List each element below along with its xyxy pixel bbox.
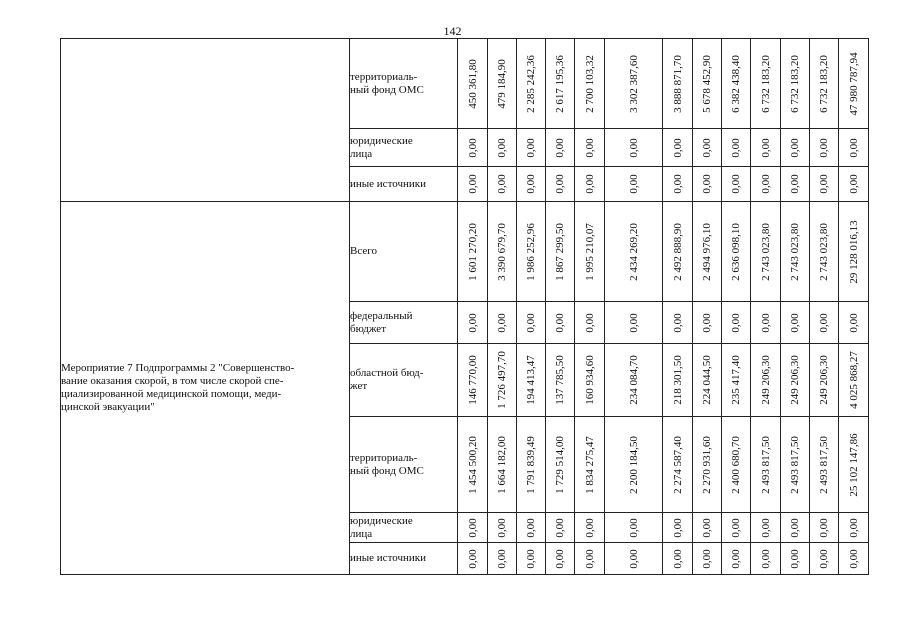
value-text: 1 601 270,20 — [466, 222, 479, 281]
event-name-cell — [61, 39, 350, 202]
value-text: 6 732 183,20 — [759, 54, 772, 113]
value-text: 0,00 — [671, 517, 684, 538]
value-text: 0,00 — [701, 312, 713, 333]
value-text: 0,00 — [554, 174, 566, 194]
value-cell — [546, 417, 575, 513]
value-cell — [517, 302, 546, 344]
value-cell — [781, 344, 810, 417]
value-cell — [458, 202, 488, 302]
value-cell — [458, 543, 488, 575]
funding-source-label: областной бюд- жет — [350, 344, 458, 417]
value-cell — [722, 543, 751, 575]
value-text: 0,00 — [701, 517, 713, 538]
value-text: 249 206,30 — [818, 355, 830, 405]
value-text: 0,00 — [701, 548, 713, 569]
value-text: 1 729 514,00 — [554, 435, 566, 494]
value-text: 234 084,70 — [627, 355, 640, 405]
value-text: 1 986 252,96 — [525, 222, 537, 281]
value-text: 0,00 — [759, 517, 772, 538]
value-cell — [781, 202, 810, 302]
value-cell — [722, 344, 751, 417]
value-text: 0,00 — [466, 517, 479, 538]
value-text: 0,00 — [583, 548, 596, 569]
value-cell — [663, 39, 693, 129]
value-cell — [575, 417, 605, 513]
value-cell — [546, 202, 575, 302]
value-cell — [458, 129, 488, 167]
value-cell — [605, 513, 663, 543]
value-text: 2 492 888,90 — [671, 222, 684, 281]
value-text: 0,00 — [818, 312, 830, 333]
value-text: 2 494 976,10 — [701, 222, 713, 281]
value-text: 2 285 242,36 — [525, 54, 537, 113]
value-cell — [693, 513, 722, 543]
value-cell — [546, 344, 575, 417]
value-cell — [605, 344, 663, 417]
value-text: 0,00 — [583, 517, 596, 538]
value-cell — [663, 302, 693, 344]
value-text: 0,00 — [466, 137, 479, 158]
value-cell — [810, 302, 839, 344]
value-cell — [751, 344, 781, 417]
value-text: 2 493 817,50 — [789, 435, 801, 494]
value-text: 2 270 931,60 — [701, 435, 713, 494]
value-text: 2 700 103,32 — [583, 54, 596, 113]
value-text: 1 995 210,07 — [583, 222, 596, 281]
value-text: 2 493 817,50 — [818, 435, 830, 494]
value-cell — [781, 39, 810, 129]
value-text: 0,00 — [818, 517, 830, 538]
table-row — [61, 202, 869, 302]
value-text: 0,00 — [525, 548, 537, 569]
value-cell — [810, 129, 839, 167]
value-text: 249 206,30 — [759, 355, 772, 405]
value-cell — [839, 167, 869, 202]
value-cell — [810, 543, 839, 575]
page-number: 142 — [443, 24, 462, 38]
value-text: 0,00 — [525, 174, 537, 194]
value-text: 0,00 — [759, 312, 772, 333]
value-cell — [722, 202, 751, 302]
value-cell — [458, 167, 488, 202]
value-cell — [663, 513, 693, 543]
value-text: 3 888 871,70 — [671, 54, 684, 113]
value-cell — [781, 513, 810, 543]
value-cell — [751, 167, 781, 202]
value-cell — [517, 543, 546, 575]
value-cell — [575, 344, 605, 417]
value-cell — [546, 129, 575, 167]
value-text: 0,00 — [818, 174, 830, 194]
value-text: 25 102 147,86 — [847, 432, 860, 497]
value-text: 1 867 299,50 — [554, 222, 566, 281]
value-text: 5 678 452,90 — [701, 54, 713, 113]
value-text: 160 934,60 — [583, 355, 596, 405]
value-cell — [546, 39, 575, 129]
value-cell — [722, 417, 751, 513]
value-text: 0,00 — [730, 548, 742, 569]
value-cell — [488, 513, 517, 543]
value-cell — [693, 543, 722, 575]
value-cell — [546, 167, 575, 202]
funding-source-label: иные источники — [350, 167, 458, 202]
value-cell — [810, 39, 839, 129]
value-cell — [839, 302, 869, 344]
value-text: 0,00 — [466, 312, 479, 333]
value-text: 3 390 679,70 — [496, 222, 508, 281]
value-cell — [458, 344, 488, 417]
funding-source-label: юридические лица — [350, 129, 458, 167]
value-text: 0,00 — [627, 137, 640, 158]
value-cell — [575, 39, 605, 129]
value-text: 2 434 269,20 — [627, 222, 640, 281]
value-cell — [488, 302, 517, 344]
value-text: 2 743 023,80 — [789, 222, 801, 281]
value-text: 0,00 — [583, 174, 596, 194]
value-cell — [575, 302, 605, 344]
funding-source-label: территориаль- ный фонд ОМС — [350, 39, 458, 129]
value-text: 0,00 — [525, 312, 537, 333]
value-cell — [751, 543, 781, 575]
value-text: 0,00 — [847, 312, 860, 333]
value-text: 0,00 — [496, 174, 508, 194]
value-cell — [781, 543, 810, 575]
value-text: 1 791 839,49 — [525, 435, 537, 494]
value-cell — [722, 513, 751, 543]
funding-source-label: территориаль- ный фонд ОМС — [350, 417, 458, 513]
table-row — [61, 39, 869, 129]
value-cell — [605, 167, 663, 202]
value-cell — [751, 129, 781, 167]
value-text: 0,00 — [627, 312, 640, 333]
value-cell — [575, 129, 605, 167]
value-text: 2 200 184,50 — [627, 435, 640, 494]
value-text: 0,00 — [627, 517, 640, 538]
value-cell — [575, 543, 605, 575]
value-cell — [839, 202, 869, 302]
value-text: 1 454 500,20 — [466, 435, 479, 494]
value-text: 6 382 438,40 — [730, 54, 742, 113]
value-cell — [488, 39, 517, 129]
value-cell — [751, 202, 781, 302]
value-text: 0,00 — [496, 517, 508, 538]
value-text: 0,00 — [525, 517, 537, 538]
value-text: 0,00 — [730, 174, 742, 194]
value-text: 0,00 — [701, 174, 713, 194]
value-cell — [605, 202, 663, 302]
value-text: 0,00 — [671, 137, 684, 158]
value-text: 4 025 868,27 — [847, 351, 860, 409]
value-cell — [663, 543, 693, 575]
funding-source-label: иные источники — [350, 543, 458, 575]
value-text: 29 128 016,13 — [847, 219, 860, 284]
value-cell — [488, 543, 517, 575]
value-cell — [575, 167, 605, 202]
value-text: 0,00 — [671, 548, 684, 569]
value-cell — [810, 513, 839, 543]
value-cell — [517, 129, 546, 167]
value-text: 0,00 — [627, 548, 640, 569]
value-cell — [458, 302, 488, 344]
value-text: 0,00 — [466, 174, 479, 194]
value-cell — [839, 129, 869, 167]
value-text: 0,00 — [818, 137, 830, 158]
value-cell — [488, 202, 517, 302]
value-text: 0,00 — [847, 517, 860, 538]
value-text: 0,00 — [789, 517, 801, 538]
value-cell — [546, 513, 575, 543]
value-text: 3 302 387,60 — [627, 54, 640, 113]
value-cell — [546, 302, 575, 344]
value-text: 0,00 — [759, 174, 772, 194]
value-text: 0,00 — [627, 174, 640, 194]
value-cell — [839, 39, 869, 129]
value-cell — [663, 202, 693, 302]
value-cell — [663, 167, 693, 202]
value-cell — [693, 202, 722, 302]
value-cell — [605, 417, 663, 513]
value-cell — [781, 302, 810, 344]
value-cell — [722, 129, 751, 167]
value-cell — [693, 417, 722, 513]
value-text: 0,00 — [730, 517, 742, 538]
value-cell — [605, 129, 663, 167]
value-text: 235 417,40 — [730, 355, 742, 405]
value-text: 2 743 023,80 — [759, 222, 772, 281]
value-cell — [693, 302, 722, 344]
value-text: 218 301,50 — [671, 355, 684, 405]
value-text: 146 770,00 — [466, 355, 479, 405]
value-text: 0,00 — [554, 548, 566, 569]
value-text: 0,00 — [759, 137, 772, 158]
value-cell — [751, 417, 781, 513]
value-cell — [663, 417, 693, 513]
value-cell — [810, 167, 839, 202]
value-cell — [488, 417, 517, 513]
value-cell — [693, 344, 722, 417]
value-cell — [605, 39, 663, 129]
value-cell — [839, 417, 869, 513]
value-text: 0,00 — [583, 312, 596, 333]
value-text: 2 274 587,40 — [671, 435, 684, 494]
value-text: 194 413,47 — [525, 355, 537, 405]
value-text: 0,00 — [847, 548, 860, 569]
value-cell — [517, 167, 546, 202]
value-cell — [458, 417, 488, 513]
event-name-cell: Мероприятие 7 Подпрограммы 2 "Совершенство- вание оказания скорой, в том числе скорой спе- циализированной медицинской помощи, меди- цинской эвакуации" — [61, 202, 350, 575]
value-cell — [810, 202, 839, 302]
value-text: 0,00 — [496, 137, 508, 158]
value-text: 137 785,50 — [554, 355, 566, 405]
value-text: 0,00 — [671, 174, 684, 194]
value-cell — [517, 417, 546, 513]
value-text: 2 617 195,36 — [554, 54, 566, 113]
value-cell — [722, 39, 751, 129]
value-cell — [517, 513, 546, 543]
value-cell — [663, 129, 693, 167]
funding-source-label: федеральный бюджет — [350, 302, 458, 344]
value-text: 0,00 — [554, 312, 566, 333]
value-text: 0,00 — [496, 312, 508, 333]
funding-source-label: юридические лица — [350, 513, 458, 543]
value-cell — [575, 202, 605, 302]
value-text: 0,00 — [759, 548, 772, 569]
value-cell — [781, 167, 810, 202]
value-text: 0,00 — [847, 174, 860, 194]
value-text: 0,00 — [730, 137, 742, 158]
value-cell — [810, 417, 839, 513]
value-cell — [722, 302, 751, 344]
value-text: 0,00 — [554, 137, 566, 158]
value-text: 1 664 182,00 — [496, 435, 508, 494]
value-cell — [488, 129, 517, 167]
value-text: 0,00 — [847, 137, 860, 158]
value-text: 0,00 — [583, 137, 596, 158]
value-cell — [839, 344, 869, 417]
value-cell — [488, 344, 517, 417]
funding-source-label: Всего — [350, 202, 458, 302]
value-text: 249 206,30 — [789, 355, 801, 405]
value-text: 0,00 — [789, 137, 801, 158]
value-cell — [781, 417, 810, 513]
value-text: 0,00 — [789, 548, 801, 569]
value-cell — [751, 302, 781, 344]
value-cell — [693, 129, 722, 167]
value-cell — [517, 202, 546, 302]
value-text: 0,00 — [466, 548, 479, 569]
value-text: 479 184,90 — [496, 58, 508, 109]
value-text: 224 044,50 — [701, 355, 713, 405]
value-cell — [517, 39, 546, 129]
value-text: 450 361,80 — [466, 58, 479, 109]
value-cell — [810, 344, 839, 417]
value-text: 0,00 — [730, 312, 742, 333]
value-text: 47 980 787,94 — [847, 51, 860, 116]
value-cell — [839, 543, 869, 575]
value-cell — [722, 167, 751, 202]
value-text: 0,00 — [671, 312, 684, 333]
value-cell — [488, 167, 517, 202]
value-text: 2 400 680,70 — [730, 435, 742, 494]
value-cell — [546, 543, 575, 575]
value-cell — [781, 129, 810, 167]
value-cell — [605, 543, 663, 575]
value-text: 2 743 023,80 — [818, 222, 830, 281]
value-cell — [458, 39, 488, 129]
value-cell — [693, 39, 722, 129]
value-text: 2 493 817,50 — [759, 435, 772, 494]
value-cell — [839, 513, 869, 543]
value-text: 6 732 183,20 — [818, 54, 830, 113]
value-text: 0,00 — [789, 174, 801, 194]
value-cell — [517, 344, 546, 417]
value-text: 0,00 — [789, 312, 801, 333]
value-text: 1 726 497,70 — [496, 351, 508, 409]
value-cell — [693, 167, 722, 202]
value-cell — [751, 39, 781, 129]
value-text: 2 636 098,10 — [730, 222, 742, 281]
value-text: 0,00 — [818, 548, 830, 569]
budget-table — [60, 38, 869, 575]
value-text: 1 834 275,47 — [583, 435, 596, 494]
value-cell — [663, 344, 693, 417]
value-cell — [751, 513, 781, 543]
value-text: 0,00 — [525, 137, 537, 158]
value-cell — [575, 513, 605, 543]
value-text: 0,00 — [554, 517, 566, 538]
value-cell — [458, 513, 488, 543]
value-text: 6 732 183,20 — [789, 54, 801, 113]
value-text: 0,00 — [496, 548, 508, 569]
value-cell — [605, 302, 663, 344]
value-text: 0,00 — [701, 137, 713, 158]
